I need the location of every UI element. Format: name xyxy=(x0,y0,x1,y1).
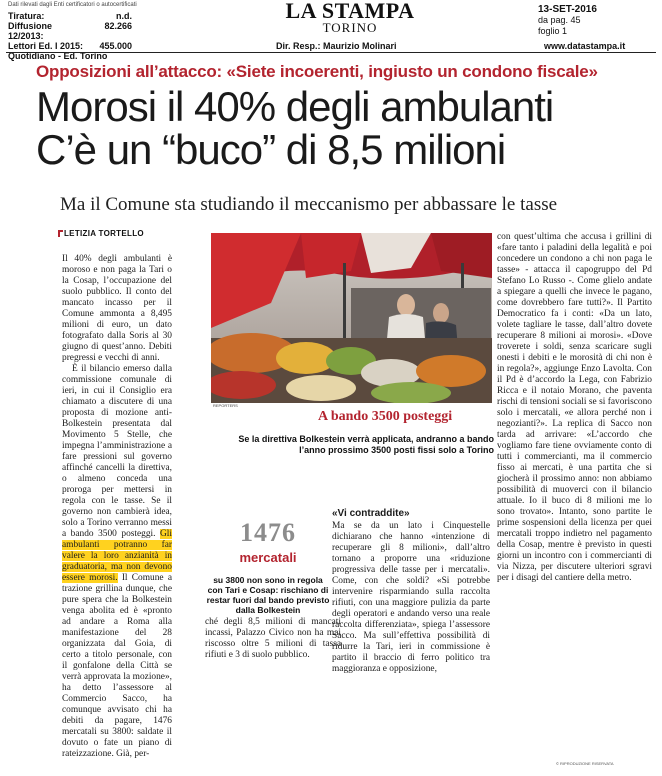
stat-label: mercatali xyxy=(239,550,297,565)
issue-date: 13-SET-2016 xyxy=(538,4,597,15)
page-header xyxy=(0,0,662,61)
headline xyxy=(36,85,656,171)
headline-line: C’è un “buco” di 8,5 milioni xyxy=(36,126,506,173)
date-block xyxy=(538,4,648,37)
paragraph: con quest’ultima che accusa i grillini di «fare tanto i paladini della legalità e poi concedere un condono a chi non paga le tasse» - attacca il capogruppo del Pd Stefano Lo Russo -. Come glielo andate a spiegare a quelli che invece le pagano, come dovrebbero fare tutti?». Il Partito Democratico fa i conti: «Da un lato, volete tagliare le tasse, dall’altro dovete recuperare 8 milioni ai morosi». «Dove troverete i soldi, senza scaricare sugli onesti i debiti e le morosità di chi non è in regola?», aggiunge Enzo Lavolta. Con il Pd è d’accordo la Lega, con Fabrizio Ricca e il notaio Morano, che paventa rischi di tensioni sociali se si favoriscono solo i mercatali, «e allora perché non i negozianti?». La replica di Sacco non tarda ad arrivare: «L’accordo che vogliamo fare tiene ovviamente conto di tutti i commercianti, ma il commercio fisso ai mercati, è una partita che si giocherà il prossimo anno: non abbiamo possibilità di muoverci con il bilancio attuale. Io il buco di 8 milioni me lo sono trovato». Intanto, sono partite le prime sospensioni della licenza per quei mercatali troppo indietro nel pagamento della Cosap, mentre è previsto in questi giorni un incontro con i commercianti di via Nizza, per discutere ulteriori sgravi per i disagi del cantiere della metro. xyxy=(497,232,652,583)
website-link[interactable]: www.datastampa.it xyxy=(544,41,626,51)
source-note: Dati rilevati dagli Enti certificatori o autocertificati xyxy=(8,2,137,8)
masthead-city: TORINO xyxy=(322,20,378,35)
article-column-4 xyxy=(497,232,652,584)
kicker: Opposizioni all’attacco: «Siete incoerenti, ingiusto un condono fiscale» xyxy=(36,62,598,81)
photo-caption: Se la direttiva Bolkestein verrà applicata, andranno a bando l’anno prossimo 3500 posti fissi solo a Torino xyxy=(238,434,494,455)
market-photo xyxy=(211,233,492,403)
byline-marker-icon xyxy=(58,230,63,237)
article-column-2 xyxy=(205,617,341,661)
edition: Quotidiano - Ed. Torino xyxy=(8,51,108,61)
director: Dir. Resp.: Maurizio Molinari xyxy=(276,41,397,51)
paragraph: Ma se da un lato i Cinquestelle dichiarano che hanno «intenzione di recuperare gli 8 milioni», dall’altro tornano a proporre una «riduzione progressiva delle tasse per i mercatali». Come, con che soldi? «Si potrebbe intervenire risparmiando sulla raccolta rifiuti, con una maggiore pulizia da parte degli operatori e andando verso una reale raccolta differenziata», spiega l’assessore Sacco. Ma sull’effettiva possibilità di ridurre la Tari, ieri in commissione è partito il braccio di ferro politico tra maggioranza e opposizione, xyxy=(332,521,490,674)
stat-row: Diffusione 12/2013: 82.266 xyxy=(8,21,132,41)
byline: LETIZIA TORTELLO xyxy=(64,229,144,238)
stat-row: Lettori Ed. I 2015: 455.000 xyxy=(8,41,132,51)
paragraph xyxy=(62,364,172,760)
photo-caption-title: A bando 3500 posteggi xyxy=(318,409,453,424)
photo-credit: REPORTERS xyxy=(213,403,238,408)
paragraph: Il 40% degli ambulanti è moroso e non paga la Tari o la Cosap, l’occupazione del suolo pubblico. Il conto del mancato incasso per il Comune ammonta a 8,495 milioni di euro, un dato fotografato dalla Soris al 30 giugno di quest’anno. Debiti pregressi e vecchi di anni. xyxy=(62,254,172,363)
highlighted-text: Gli ambulanti potranno far valere la loro anzianità in graduatoria, ma non devono essere morosi. xyxy=(62,529,173,583)
headline-line: Morosi il 40% degli ambulanti xyxy=(36,83,554,130)
article-column-1 xyxy=(62,254,172,760)
sheet-number: foglio 1 xyxy=(538,26,568,36)
masthead xyxy=(270,0,430,34)
copyright-note: © RIPRODUZIONE RISERVATA xyxy=(556,761,614,766)
masthead-name: LA STAMPA xyxy=(285,0,415,23)
header-divider xyxy=(6,52,656,53)
paragraph-text: È il bilancio emerso dalla commissione comunale di ieri, in cui il Consiglio era chiamato a discutere di una proposta di mozione anti-Bolkestein presentata dal Movimento 5 Stelle, che impegna l’amministrazione a fare pressioni sul governo affinché cancelli la direttiva, o almeno conceda una proroga per mettersi in regola con le tasse. Se il governo non cambierà idea, solo a Torino verranno messi a bando 3500 posteggi. xyxy=(62,364,172,539)
stat-description: su 3800 non sono in regola con Tari e Cosap: rischiano di restar fuori dal bando previsto dalla Bolkestein xyxy=(206,575,330,615)
page-ref: da pag. 45 xyxy=(538,15,581,25)
subheadline: Ma il Comune sta studiando il meccanismo per abbassare le tasse xyxy=(60,194,558,215)
stat-row: Tiratura: n.d. xyxy=(8,11,132,21)
stat-number: 1476 xyxy=(240,518,296,547)
circulation-stats xyxy=(8,11,132,61)
stat-box xyxy=(205,512,331,615)
market-photo-image xyxy=(211,233,492,403)
paragraph-text: Il Comune a trazione grillina dunque, che pure spera che la Bolkestein venga abolita ed è «pronto ad andare a Roma alla manifestazione del 28 organizzata dal Goia, di certo a titolo personale, con il gonfalone della Città se verrà approvata la mozione», ha detto l’assessore al Commercio Sacco, ha comunque avvisato chi ha debiti da pagare, 1476 mercatali su 3800: saldate il dovuto o fate un piano di rateizzazione. Già, per- xyxy=(62,573,172,759)
section-title: «Vi contraddite» xyxy=(332,508,410,519)
paragraph: ché degli 8,5 milioni di mancati incassi, Palazzo Civico non ha mai riscosso oltre 5 milioni di tassa rifiuti e 3 di suolo pubblico. xyxy=(205,617,341,660)
article-column-3 xyxy=(332,508,490,675)
